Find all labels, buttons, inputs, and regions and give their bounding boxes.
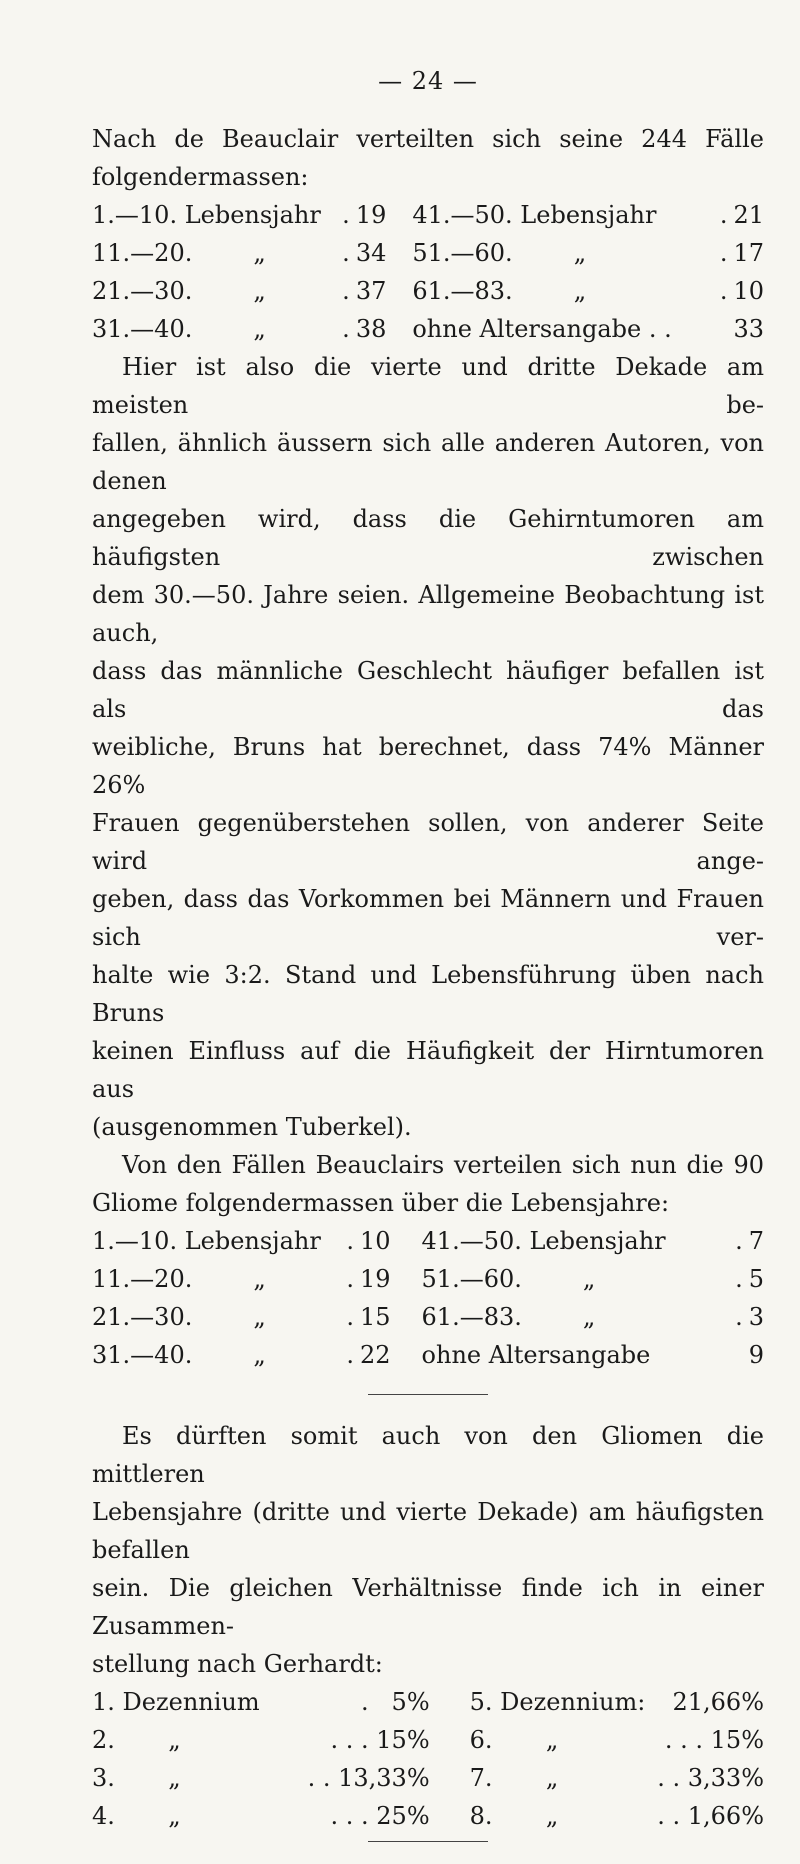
- page: [92, 62, 764, 1864]
- text-line: sein. Die gleichen Verhältnisse finde ich in einer Zusammen-: [92, 1574, 764, 1640]
- table-row: [92, 1797, 764, 1835]
- table-row: [92, 272, 764, 310]
- decade-label: 8. „: [469, 1802, 559, 1830]
- leader-dots: .: [346, 1303, 354, 1331]
- age-range-label: 51.—60. „: [421, 1265, 596, 1293]
- case-count: 34: [355, 239, 387, 267]
- table-row: [92, 1298, 764, 1336]
- leader-dots: .: [346, 1227, 354, 1255]
- text-line: (ausgenommen Tuberkel).: [92, 1113, 412, 1141]
- leader-dots: .: [342, 277, 350, 305]
- age-range-label: 11.—20. „: [92, 1265, 266, 1293]
- section-divider-bottom: [368, 1841, 488, 1842]
- text-line: dass das männliche Geschlecht häufiger befallen ist als das: [92, 657, 764, 723]
- age-table-all-cases: [92, 196, 764, 348]
- age-range-label: 21.—30. „: [92, 277, 266, 305]
- case-count: 33: [733, 315, 764, 343]
- age-range-label: 11.—20. „: [92, 239, 266, 267]
- spacer: [430, 1797, 470, 1835]
- case-count: 7: [748, 1227, 764, 1255]
- case-count: 19: [359, 1265, 391, 1293]
- paragraph-gliome-intro: [92, 1146, 764, 1222]
- spacer: [430, 1721, 470, 1759]
- decade-percent: 21,66%: [672, 1688, 764, 1716]
- age-range-label: 31.—40. „: [92, 1341, 266, 1369]
- leader-dots: .: [719, 277, 728, 305]
- table-row: [92, 234, 764, 272]
- case-count: 22: [359, 1341, 391, 1369]
- age-range-label: 61.—83. „: [412, 277, 587, 305]
- case-count: 38: [355, 315, 387, 343]
- text-line: Es dürften somit auch von den Gliomen die mittleren: [92, 1422, 764, 1488]
- decade-percent: . . 1,66%: [657, 1802, 764, 1830]
- decade-table-gerhardt: [92, 1683, 764, 1835]
- age-range-label: ohne Altersangabe: [421, 1341, 651, 1369]
- leader-dots: .: [735, 1265, 743, 1293]
- text-line: folgendermassen:: [92, 163, 309, 191]
- table-row: [92, 1222, 764, 1260]
- case-count: 15: [359, 1303, 391, 1331]
- leader-dots: [698, 310, 733, 348]
- table-row: [92, 196, 764, 234]
- decade-label: 3. „: [92, 1764, 181, 1792]
- decade-label: 2. „: [92, 1726, 181, 1754]
- decade-label: 6. „: [469, 1726, 559, 1754]
- case-count: 10: [359, 1227, 391, 1255]
- age-range-label: 1.—10. Lebensjahr: [92, 1227, 321, 1255]
- table-row: [92, 1759, 764, 1797]
- decade-percent: . . 3,33%: [657, 1764, 764, 1792]
- decade-percent: . 5%: [361, 1688, 430, 1716]
- case-count: 3: [748, 1303, 764, 1331]
- text-line: dem 30.—50. Jahre seien. Allgemeine Beobachtung ist auch,: [92, 581, 764, 647]
- case-count: 21: [733, 201, 764, 229]
- leader-dots: .: [735, 1303, 743, 1331]
- leader-dots: .: [346, 1265, 354, 1293]
- text-line: keinen Einfluss auf die Häufigkeit der Hirntumoren aus: [92, 1037, 764, 1103]
- decade-label: 1. Dezennium: [92, 1688, 260, 1716]
- leader-dots: .: [735, 1227, 743, 1255]
- spacer: [430, 1683, 470, 1721]
- text-line: angegeben wird, dass die Gehirntumoren am häufigsten zwischen: [92, 505, 764, 571]
- age-range-label: 51.—60. „: [412, 239, 587, 267]
- age-range-label: ohne Altersangabe . .: [412, 315, 672, 343]
- leader-dots: .: [719, 201, 728, 229]
- spacer: [430, 1759, 470, 1797]
- text-line: Nach de Beauclair verteilten sich seine 244 Fälle: [92, 125, 764, 153]
- table-row: [92, 1260, 764, 1298]
- decade-label: 7. „: [469, 1764, 559, 1792]
- leader-dots: .: [342, 315, 350, 343]
- age-range-label: 1.—10. Lebensjahr: [92, 201, 321, 229]
- case-count: 5: [748, 1265, 764, 1293]
- section-divider: [368, 1394, 488, 1395]
- age-table-gliome: [92, 1222, 764, 1374]
- case-count: 17: [733, 239, 764, 267]
- decade-percent: . . . 25%: [330, 1802, 430, 1830]
- intro-paragraph: [92, 120, 764, 196]
- table-row: [92, 1683, 764, 1721]
- case-count: 9: [748, 1341, 764, 1369]
- table-row: [92, 1721, 764, 1759]
- decade-label: 4. „: [92, 1802, 181, 1830]
- text-line: geben, dass das Vorkommen bei Männern und Frauen sich ver-: [92, 885, 764, 951]
- decade-percent: . . 13,33%: [307, 1764, 430, 1792]
- age-range-label: 41.—50. Lebensjahr: [421, 1227, 666, 1255]
- text-line: Von den Fällen Beauclairs verteilen sich nun die 90: [122, 1151, 764, 1179]
- text-line: Lebensjahre (dritte und vierte Dekade) am häufigsten befallen: [92, 1498, 764, 1564]
- case-count: 19: [355, 201, 387, 229]
- page-number: — 24 —: [378, 67, 478, 95]
- case-count: 37: [355, 277, 387, 305]
- age-range-label: 61.—83. „: [421, 1303, 596, 1331]
- paragraph-age-sex: [92, 348, 764, 1146]
- text-line: Hier ist also die vierte und dritte Dekade am meisten be-: [92, 353, 764, 419]
- age-range-label: 21.—30. „: [92, 1303, 266, 1331]
- leader-dots: .: [342, 201, 350, 229]
- leader-dots: .: [346, 1341, 354, 1369]
- age-range-label: 31.—40. „: [92, 315, 266, 343]
- text-line: weibliche, Bruns hat berechnet, dass 74% Männer 26%: [92, 733, 764, 799]
- text-line: Frauen gegenüberstehen sollen, von anderer Seite wird ange-: [92, 809, 764, 875]
- age-range-label: 41.—50. Lebensjahr: [412, 201, 657, 229]
- case-count: 10: [733, 277, 764, 305]
- text-line: Gliome folgendermassen über die Lebensjahre:: [92, 1189, 670, 1217]
- paragraph-gerhardt: [92, 1417, 764, 1683]
- text-line: fallen, ähnlich äussern sich alle anderen Autoren, von denen: [92, 429, 764, 495]
- decade-percent: . . . 15%: [330, 1726, 430, 1754]
- text-line: halte wie 3:2. Stand und Lebensführung üben nach Bruns: [92, 961, 764, 1027]
- decade-label: 5. Dezennium:: [469, 1688, 646, 1716]
- decade-percent: . . . 15%: [664, 1726, 764, 1754]
- text-line: stellung nach Gerhardt:: [92, 1650, 383, 1678]
- table-row: [92, 310, 764, 348]
- leader-dots: .: [719, 239, 728, 267]
- leader-dots: .: [342, 239, 350, 267]
